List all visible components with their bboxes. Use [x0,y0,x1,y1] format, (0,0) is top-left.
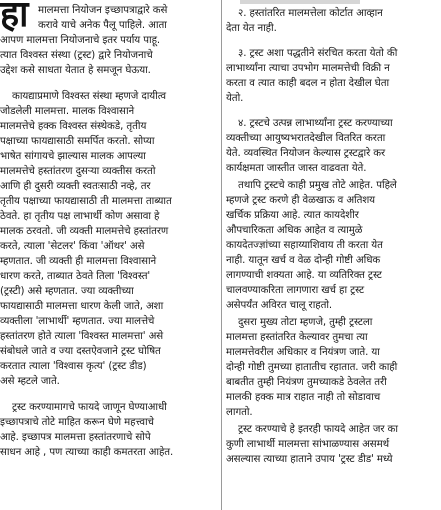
left-column-line: भाषेत सांगायचे झाल्यास मालक आपल्या [0,151,146,162]
right-column-line: ३. ट्रस्ट अशा पद्धतीने संरचित करता येतो की [238,48,398,59]
right-column-line: मालमत्ता हस्तांतरित केल्यावर तुमचा त्या [226,332,368,343]
right-column-line: मालमत्तेवरील अधिकार व नियंत्रण जाते. या [226,347,380,358]
right-column-line: असेपर्यंत अविरत चालू राहतो. [226,300,333,311]
left-column-line: कायद्याप्रमाणे विश्वस्त संस्था म्हणजे दायीत्व [12,91,166,102]
right-column-line: व्यक्तीच्या आयुष्यभरातदेखील वितरित करता [226,133,386,144]
right-column-line: कायदेतज्ज्ञांच्या सहाय्याशिवाय ती करता येत [226,240,383,251]
right-column-line: मालकी हक्क मात्र राहात नाही तो सोडावाच [226,392,381,403]
right-column [226,0,441,510]
left-column-line: मालमत्तेचे हक्क विश्वस्त संस्थेकडे, तृतीय [0,121,147,132]
left-column-line: इच्छापत्राचे तोटे माहित करून घेणे महत्त्वाचे [0,417,154,428]
right-column-line: ट्रस्ट करण्याचे हे इतरही फायदे आहेत जर का [238,424,398,435]
column-divider [221,0,222,510]
left-column-line: मालमत्तेचे हस्तांतरण दुसऱ्या व्यक्तीस करतो [0,166,156,177]
left-column-line: जोडलेली मालमत्ता. मालक विश्वासाने [0,106,135,117]
left-column-line: संबोधले जाते व ज्या दस्तऐवजाने ट्रस्ट घोषित [0,346,161,357]
right-column-line: ४. ट्रस्टचे उत्पन्न लाभार्थ्यांना ट्रस्ट करण्याच्या [238,118,393,129]
left-column-line: करतात त्याला 'विश्वास कृत्य' (ट्रस्ट डीड) [0,361,147,372]
left-column-line: करावे याचे अनेक पैलू पाहिले. आता [38,20,167,31]
left-column [0,0,217,510]
right-column-line: चालवण्याकरिता लागणारा खर्च हा ट्रस्ट [226,285,365,296]
right-column-line: बाबतीत तुम्ही नियंत्रण तुमच्याकडे ठेवलेत तरी [226,377,387,388]
right-column-line: म्हणजे ट्रस्ट करणे ही वेळखाऊ व अतिशय [226,195,375,206]
right-column-line: करता व त्यात काही बदल न होता देखील घेता [226,78,390,89]
right-column-line: नाही. यातून खर्च व वेळ दोन्ही गोष्टी अधिक [226,255,381,266]
left-column-line: आपण मालमत्ता नियोजनाचे इतर पर्याय पाहू. [0,35,161,46]
right-column-line: येतो. [226,93,244,104]
left-column-line: उद्देश कसे साधता येतात हे समजून घेऊया. [0,65,151,76]
left-column-line: करते, त्याला 'सेटलर' किंवा 'ऑथर' असे [0,241,145,252]
left-column-line: मालमत्ता नियोजन इच्छापत्राद्वारे कसे [38,5,168,16]
left-column-line: हस्तांतरण होते त्याला 'विश्वस्त मालमत्ता' असे [0,331,164,342]
right-column-line: दोन्ही गोष्टी तुमच्या हातातीच रहातात. जरी काही [226,362,398,373]
left-column-line: आणि ही दुसरी व्यक्ती स्वतःसाठी नव्हे, तर [0,181,151,192]
left-column-line: असे म्हटले जाते. [0,376,60,387]
left-column-line: फायद्यासाठी मालमत्ता धारण केली जाते, अशा [0,301,164,312]
right-column-line: तथापि ट्रस्टचे काही प्रमुख तोटे आहेत. पहिले [238,180,397,191]
left-column-line: धारण करते, ताब्यात ठेवते तिला 'विश्वस्त' [0,271,151,282]
left-column-line: म्हणतात. जी व्यक्ती ही मालमत्ता विश्वासाने [0,256,157,267]
right-column-line: येते. व्यवस्थित नियोजन केल्यास ट्रस्टद्वारे कर [226,148,386,159]
right-column-line: २. हस्तांतरित मालमत्तेला कोर्टात आव्हान [238,8,383,19]
right-column-line: लागण्याची शक्यता आहे. या व्यतिरिक्त ट्रस्ट [226,270,382,281]
right-column-line: लागतो. [226,407,253,418]
left-column-line: तृतीय पक्षाच्या फायद्यासाठी ती मालमत्ता ताब्यात [0,196,172,207]
right-column-line: कुणी लाभार्थी मालमत्ता सांभाळण्यास असमर्थ [226,439,389,450]
right-column-line: औपचारिकता अधिक आहेत व त्यामुळे [226,225,363,236]
left-column-line: व्यक्तीला 'लाभार्थी' म्हणतात. ज्या मालत्तेचे [0,316,155,327]
right-column-line: दुसरा मुख्य तोटा म्हणजे, तुम्ही ट्रस्टला [238,317,373,328]
drop-cap: हा [0,0,29,35]
right-column-line: खर्चिक प्रक्रिया आहे. त्यात कायदेशीर [226,210,359,221]
right-column-line: कार्यक्षमता जास्तीत जास्त वाढवता येते. [226,163,367,174]
left-column-line: (ट्रस्टी) असे म्हणतात. ज्या व्यक्तीच्या [0,286,134,297]
right-column-line: लाभार्थ्यांना त्याचा उपभोग मालमत्तेची विक्री न [226,63,390,74]
left-column-line: ठेवते. हा तृतीय पक्ष लाभार्थी कोण असावा हे [0,211,160,222]
left-column-line: पक्षाच्या फायद्यासाठी समर्पित करतो. सोप्या [0,136,155,147]
left-column-line: त्यात विश्वस्त संस्था (ट्रस्ट) द्वारे नियोजनाचे [0,50,153,61]
left-column-line: आहे. इच्छापत्र मालमत्ता हस्तांतरणाचे सोपे [0,432,151,443]
left-column-line: साधन आहे , पण त्याच्या काही कमतरता आहेत. [0,447,174,458]
left-column-line: ट्रस्ट करण्यामागचे फायदे जाणून घेण्याआधी [12,402,167,413]
right-column-line: असल्यास त्याच्या हाताने उपाय 'ट्रस्ट डीड' मध्ये [226,454,393,465]
left-column-line: मालक ठरवतो. जी व्यक्ती मालमत्तेचे हस्तांतरण [0,226,169,237]
right-column-line: देता येत नाही. [226,23,277,34]
